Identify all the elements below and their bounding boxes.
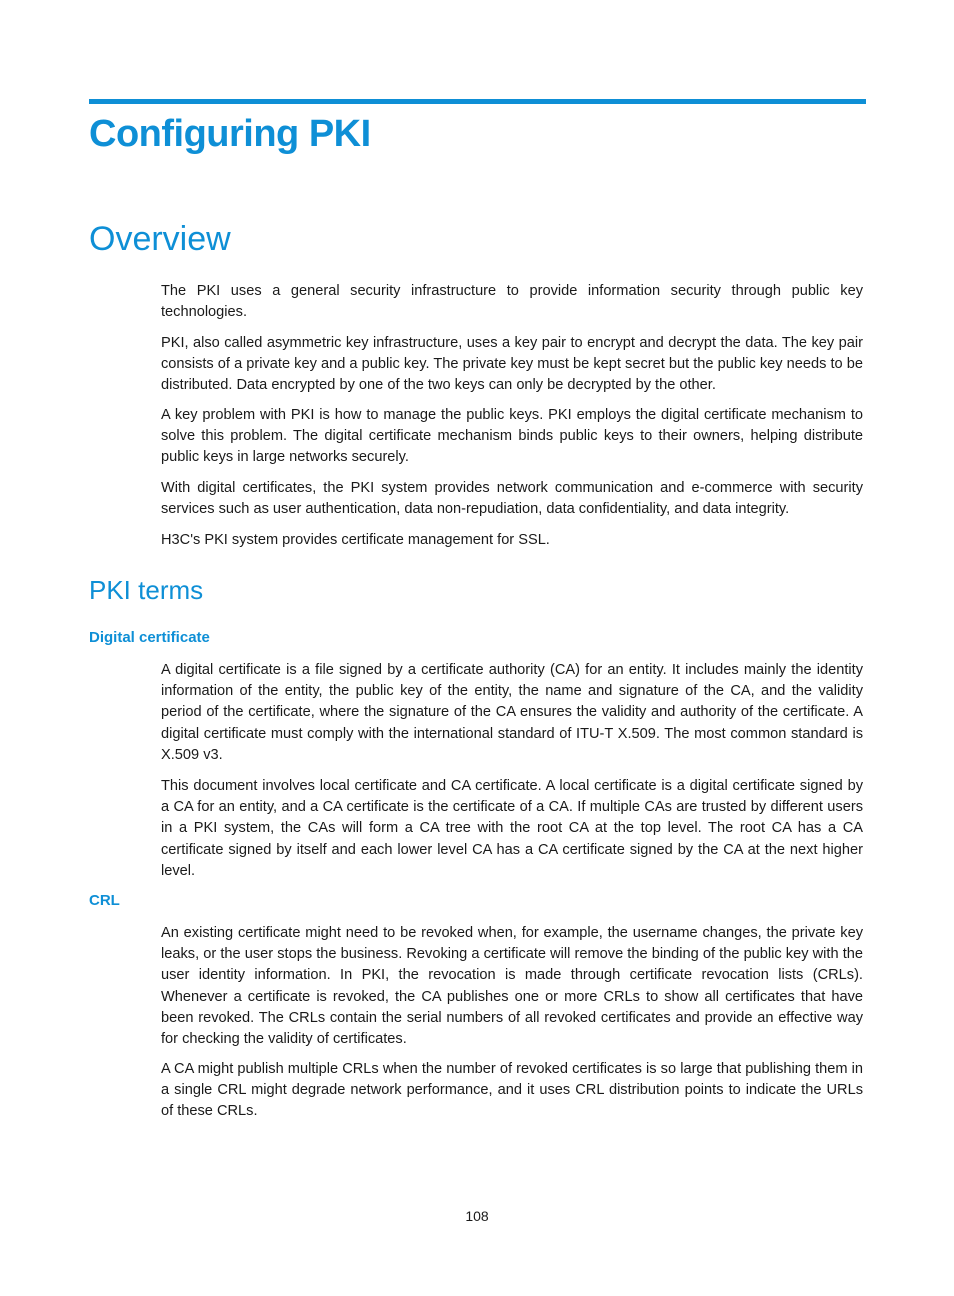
chapter-title: Configuring PKI [89, 113, 371, 155]
overview-paragraph: With digital certificates, the PKI system provides network communication and e-commerce with security services such as user authentication, data non-repudiation, data confidentiality, and data integrity. [161, 480, 863, 518]
overview-paragraph: A key problem with PKI is how to manage the public keys. PKI employs the digital certificate mechanism to solve this problem. The digital certificate mechanism binds public keys to their owners, helping distribute public keys in large networks securely. [161, 407, 863, 466]
overview-paragraph: PKI, also called asymmetric key infrastructure, uses a key pair to encrypt and decrypt the data. The key pair consists of a private key and a public key. The private key must be kept secret but the public key needs to be distributed. Data encrypted by one of the two keys can only be decrypted by the other. [161, 335, 863, 394]
section-title-overview: Overview [89, 220, 231, 258]
heading-digital-certificate: Digital certificate [89, 629, 210, 646]
overview-paragraph: The PKI uses a general security infrastructure to provide information security through public key technologies. [161, 283, 863, 321]
chapter-top-rule [89, 99, 866, 104]
digital-certificate-paragraph: This document involves local certificate and CA certificate. A local certificate is a digital certificate signed by a CA for an entity, and a CA certificate is the certificate of a CA. If multiple CAs are trusted by different users in a PKI system, the CAs will form a CA tree with the root CA at the top level. The root CA has a CA certificate signed by itself and each lower level CA has a CA certificate signed by the CA at the next higher level. [161, 778, 863, 879]
page-number: 108 [465, 1208, 489, 1224]
subsection-title-pki-terms: PKI terms [89, 575, 204, 605]
crl-paragraph: A CA might publish multiple CRLs when the number of revoked certificates is so large that publishing them in a single CRL might degrade network performance, and it uses CRL distribution points to indicate the URLs of these CRLs. [161, 1061, 863, 1120]
digital-certificate-paragraph: A digital certificate is a file signed by a certificate authority (CA) for an entity. It includes mainly the identity information of the entity, the public key of the entity, the name and signature of the CA, and the validity period of the certificate, where the signature of the CA ensures the validity and authority of the certificate. A digital certificate must comply with the international standard of ITU-T X.509. The most common standard is X.509 v3. [161, 662, 863, 763]
heading-crl: CRL [89, 892, 120, 909]
overview-paragraph: H3C's PKI system provides certificate management for SSL. [161, 532, 550, 548]
crl-paragraph: An existing certificate might need to be revoked when, for example, the username changes, the private key leaks, or the user stops the business. Revoking a certificate will remove the binding of the public key with the user identity information. In PKI, the revocation is made through certificate revocation lists (CRLs). Whenever a certificate is revoked, the CA publishes one or more CRLs to show all certificates that have been revoked. The CRLs contain the serial numbers of all revoked certificates and provide an effective way for checking the validity of certificates. [161, 925, 863, 1048]
